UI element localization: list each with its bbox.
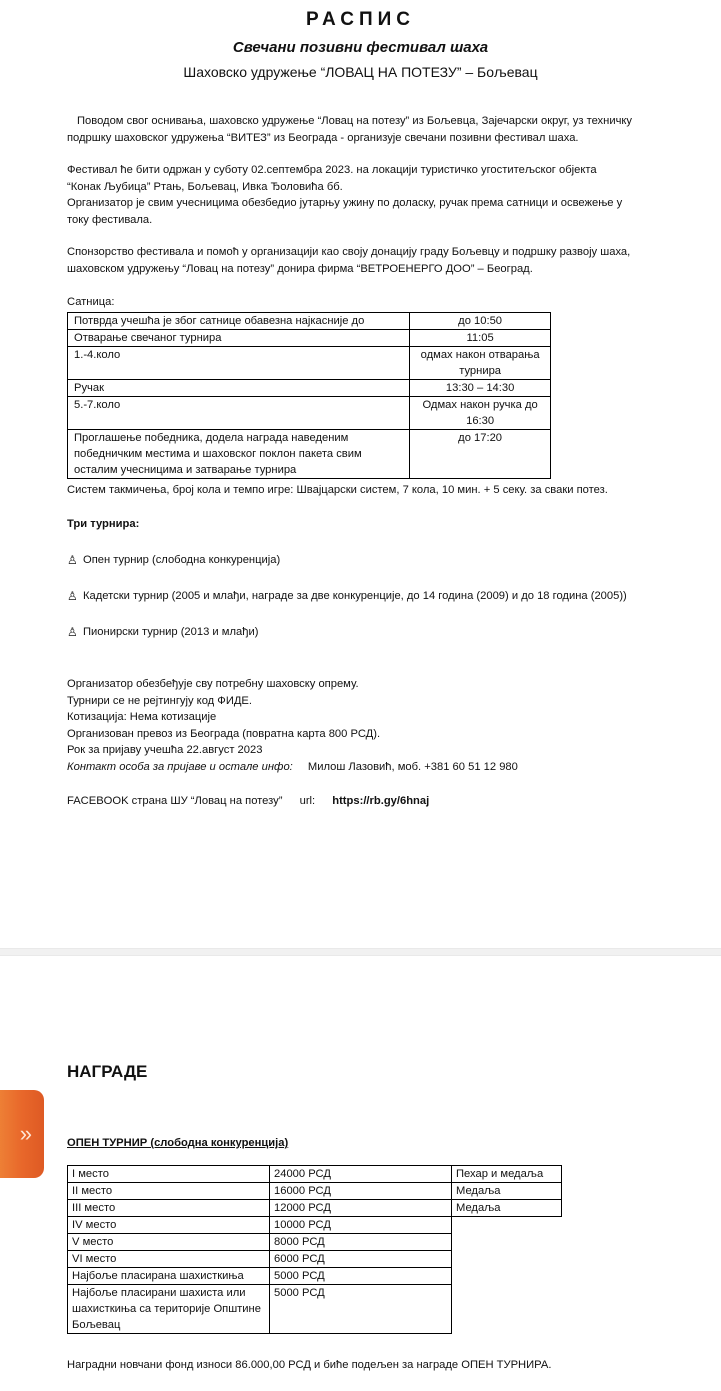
table-row: [68, 430, 551, 479]
info-block: [67, 676, 687, 775]
tournament-item: [67, 624, 258, 641]
schedule-event: 5.-7.коло: [68, 397, 410, 430]
schedule-time: 11:05: [410, 330, 551, 347]
organization-line: Шаховско удружење “ЛОВАЦ НА ПОТЕЗУ” – Бољевац: [183, 64, 538, 80]
tournament-label: Кадетски турнир (2005 и млађи, награде за две конкуренције, до 14 година (2009) и до 18 година (2005)): [83, 590, 627, 602]
table-row: [68, 1268, 562, 1285]
schedule-label: Сатница:: [67, 296, 115, 308]
venue-line-1: Фестивал ће бити одржан у суботу 02.септембра 2023. на локацији туристичко угоститељског објекта: [67, 164, 597, 176]
table-row: [68, 330, 551, 347]
prizes-table: [67, 1165, 562, 1334]
side-panel-toggle-button[interactable]: [0, 1090, 44, 1178]
fee-line: Котизација: Нема котизације: [67, 711, 217, 723]
schedule-event: Ручак: [68, 380, 410, 397]
venue-line-2: “Конак Љубица” Ртањ, Бољевац, Ивка Ђоловића бб.: [67, 180, 343, 193]
empty-cell: [452, 1285, 562, 1334]
schedule-event: 1.-4.коло: [68, 347, 410, 380]
table-row: [68, 1183, 562, 1200]
schedule-event: Потврда учешћа је због сатнице обавезна најкасније до: [68, 313, 410, 330]
competition-system: Систем такмичења, број кола и темпо игре: Швајцарски систем, 7 кола, 10 мин. + 5 секу. за сваки потез.: [67, 484, 608, 496]
prize-amount: 10000 РСД: [270, 1217, 452, 1234]
chess-pawn-icon: ♙: [67, 625, 78, 640]
prize-place: Најбоље пласирани шахиста или шахисткиња са територије Општине Бољевац: [68, 1285, 270, 1334]
venue-line-3: Организатор је свим учесницима обезбедио јутарњу ужину по доласку, ручак према сатници и освежење у: [67, 197, 623, 209]
sponsor-paragraph: [67, 244, 687, 277]
table-row: [68, 380, 551, 397]
rating-line: Турнири се не рејтингују код ФИДЕ.: [67, 694, 253, 707]
venue-paragraph: [67, 162, 687, 228]
intro-paragraph: [67, 113, 687, 146]
schedule-time: Одмах након ручка до 16:30: [410, 397, 551, 430]
prize-extra: Пехар и медаља: [452, 1166, 562, 1183]
prize-amount: 24000 РСД: [270, 1166, 452, 1183]
deadline-line: Рок за пријаву учешћа 22.август 2023: [67, 744, 263, 756]
prize-place: Најбоље пласирана шахисткиња: [68, 1268, 270, 1285]
chess-pawn-icon: ♙: [67, 553, 78, 568]
page-separator: [0, 948, 721, 956]
prize-amount: 16000 РСД: [270, 1183, 452, 1200]
empty-cell: [452, 1268, 562, 1285]
prize-place: I место: [68, 1166, 270, 1183]
facebook-line: [67, 793, 687, 810]
schedule-event: Отварање свечаног турнира: [68, 330, 410, 347]
chess-pawn-icon: ♙: [67, 589, 78, 604]
table-row: [68, 1166, 562, 1183]
equipment-line: Организатор обезбеђује сву потребну шаховску опрему.: [67, 678, 359, 690]
table-row: [68, 313, 551, 330]
intro-line-1: Поводом свог оснивања, шаховско удружење “Ловац на потезу” из Бољевца, Зајечарски округ, уз техничку: [77, 115, 633, 127]
table-row: [68, 1285, 562, 1334]
empty-cell: [452, 1217, 562, 1234]
url-label: url:: [299, 795, 316, 807]
facebook-label: FACEBOOK страна ШУ “Ловац на потезу”: [67, 795, 283, 807]
table-row: [68, 1234, 562, 1251]
prize-place: III место: [68, 1200, 270, 1217]
contact-line: [67, 759, 687, 776]
contact-value: Милош Лазовић, моб. +381 60 51 12 980: [307, 760, 518, 773]
prize-amount: 12000 РСД: [270, 1200, 452, 1217]
open-tournament-heading: ОПЕН ТУРНИР (слободна конкуренција): [67, 1137, 289, 1149]
table-row: [68, 1200, 562, 1217]
empty-cell: [452, 1251, 562, 1268]
awards-heading: НАГРАДЕ: [67, 1062, 148, 1081]
facebook-url-link[interactable]: https://rb.gy/6hnaj: [332, 795, 430, 807]
intro-line-2: подршку шаховског удружења “ВИТЕЗ” из Београда - организује свечани позивни фестивал шаха.: [67, 131, 579, 144]
empty-cell: [452, 1234, 562, 1251]
prize-place: V место: [68, 1234, 270, 1251]
table-row: [68, 397, 551, 430]
schedule-event: Проглашење победника, додела награда наведеним победничким местима и шаховског поклон пакета свим осталим учесницима и затварање турнира: [68, 430, 410, 479]
sponsor-line-2: шаховском удружењу “Ловац на потезу” донира фирма “ВЕТРОЕНЕРГО ДОО” – Београд.: [67, 262, 533, 275]
schedule-time: 13:30 – 14:30: [410, 380, 551, 397]
prize-amount: 8000 РСД: [270, 1234, 452, 1251]
tournament-label: Пионирски турнир (2013 и млађи): [83, 626, 259, 638]
venue-line-4: току фестивала.: [67, 213, 153, 226]
schedule-time: одмах након отварања турнира: [410, 347, 551, 380]
schedule-time: до 17:20: [410, 430, 551, 479]
prize-fund-text: Наградни новчани фонд износи 86.000,00 РСД и биће подељен за награде ОПЕН ТУРНИРА.: [67, 1359, 552, 1371]
tournament-label: Опен турнир (слободна конкуренција): [83, 554, 281, 566]
schedule-time: до 10:50: [410, 313, 551, 330]
prize-amount: 5000 РСД: [270, 1268, 452, 1285]
prize-amount: 6000 РСД: [270, 1251, 452, 1268]
table-row: [68, 1251, 562, 1268]
prize-place: IV место: [68, 1217, 270, 1234]
prize-extra: Медаља: [452, 1200, 562, 1217]
document-title: РАСПИС: [305, 9, 415, 30]
transport-line: Организован превоз из Београда (повратна карта 800 РСД).: [67, 727, 381, 740]
prize-amount: 5000 РСД: [270, 1285, 452, 1334]
schedule-table: [67, 312, 551, 479]
double-chevron-right-icon: »: [19, 1121, 32, 1146]
tournament-item: [67, 588, 627, 605]
prize-place: II место: [68, 1183, 270, 1200]
sponsor-line-1: Спонзорство фестивала и помоћ у организацији као своју донацију граду Бољевцу и подршку развоју шаха,: [67, 246, 631, 258]
contact-label: Контакт особа за пријаве и остале инфо:: [67, 760, 293, 773]
document-subtitle: Свечани позивни фестивал шаха: [232, 39, 489, 56]
tournament-item: [67, 552, 280, 569]
table-row: [68, 1217, 562, 1234]
prize-extra: Медаља: [452, 1183, 562, 1200]
prize-place: VI место: [68, 1251, 270, 1268]
tournaments-heading: Три турнира:: [67, 518, 140, 530]
table-row: [68, 347, 551, 380]
